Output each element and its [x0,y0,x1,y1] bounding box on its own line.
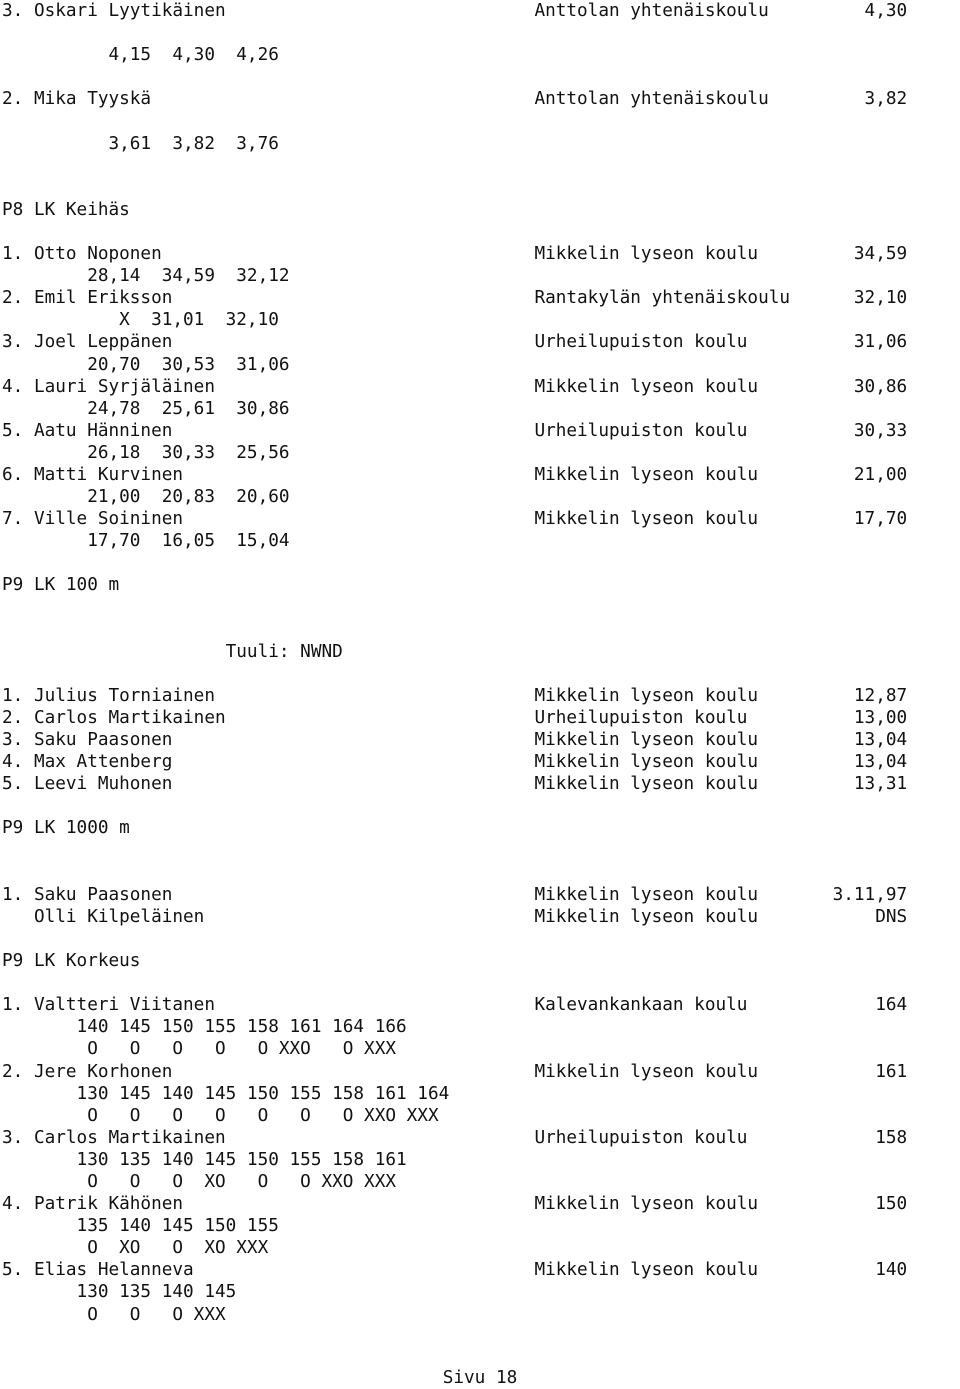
text-line: 7. Ville Soininen Mikkelin lyseon koulu 17,70 [2,509,908,530]
text-line: O O O O O XXO O XXX [2,1039,397,1060]
text-line: P9 LK 100 m [2,575,120,596]
text-line: 2. Jere Korhonen Mikkelin lyseon koulu 161 [2,1061,908,1082]
text-line: 2. Mika Tyyskä Anttolan yhtenäiskoulu 3,82 [2,89,908,110]
text-line: 21,00 20,83 20,60 [2,487,290,508]
text-line: X 31,01 32,10 [2,310,279,331]
text-line: O O O O O O O XXO XXX [2,1105,439,1126]
text-line: 3. Oskari Lyytikäinen Anttolan yhtenäiskoulu 4,30 [2,1,908,21]
text-line: 1. Julius Torniainen Mikkelin lyseon koulu 12,87 [2,685,908,706]
text-line: O XO O XO XXX [2,1238,269,1259]
text-line: Tuuli: NWND [2,641,343,662]
text-line: 3. Joel Leppänen Urheilupuiston koulu 31,06 [2,332,908,353]
text-line: P9 LK Korkeus [2,951,141,972]
text-line: 130 135 140 145 150 155 158 161 [2,1149,407,1170]
text-line: 140 145 150 155 158 161 164 166 [2,1017,407,1038]
text-line: 26,18 30,33 25,56 [2,442,290,463]
text-line: O O O XO O O XXO XXX [2,1171,397,1192]
text-line: 17,70 16,05 15,04 [2,531,290,552]
text-line: 130 135 140 145 [2,1282,237,1303]
text-line: Olli Kilpeläinen Mikkelin lyseon koulu DNS [2,906,908,927]
text-line: P8 LK Keihäs [2,199,130,220]
text-line: 1. Otto Noponen Mikkelin lyseon koulu 34,59 [2,244,908,265]
text-line: 4. Max Attenberg Mikkelin lyseon koulu 13,04 [2,752,908,773]
text-line: 3. Carlos Martikainen Urheilupuiston koulu 158 [2,1127,908,1148]
text-line: 2. Carlos Martikainen Urheilupuiston koulu 13,00 [2,708,908,728]
text-line: 5. Elias Helanneva Mikkelin lyseon koulu 140 [2,1260,908,1281]
results-listing [2,0,907,1326]
text-line: 135 140 145 150 155 [2,1216,279,1237]
text-line: 5. Leevi Muhonen Mikkelin lyseon koulu 13,31 [2,774,908,795]
page-number: Sivu 18 [442,1368,518,1388]
text-line: 1. Valtteri Viitanen Kalevankankaan koulu 164 [2,995,908,1016]
text-line: 2. Emil Eriksson Rantakylän yhtenäiskoulu 32,10 [2,288,908,309]
text-line: 6. Matti Kurvinen Mikkelin lyseon koulu 21,00 [2,464,908,485]
text-line: 24,78 25,61 30,86 [2,398,290,419]
text-line: 20,70 30,53 31,06 [2,354,290,375]
text-line: 28,14 34,59 32,12 [2,266,290,287]
text-line: O O O XXX [2,1304,226,1325]
text-line: 4. Lauri Syrjäläinen Mikkelin lyseon koulu 30,86 [2,376,908,397]
text-line: 5. Aatu Hänninen Urheilupuiston koulu 30,33 [2,420,908,441]
text-line: 4,15 4,30 4,26 [2,45,279,66]
text-line: 3,61 3,82 3,76 [2,133,279,154]
text-line: P9 LK 1000 m [2,818,130,839]
text-line: 1. Saku Paasonen Mikkelin lyseon koulu 3.11,97 [2,884,908,905]
text-line: 3. Saku Paasonen Mikkelin lyseon koulu 13,04 [2,730,908,751]
text-line: 130 145 140 145 150 155 158 161 164 [2,1083,450,1104]
text-line: 4. Patrik Kähönen Mikkelin lyseon koulu 150 [2,1194,908,1215]
